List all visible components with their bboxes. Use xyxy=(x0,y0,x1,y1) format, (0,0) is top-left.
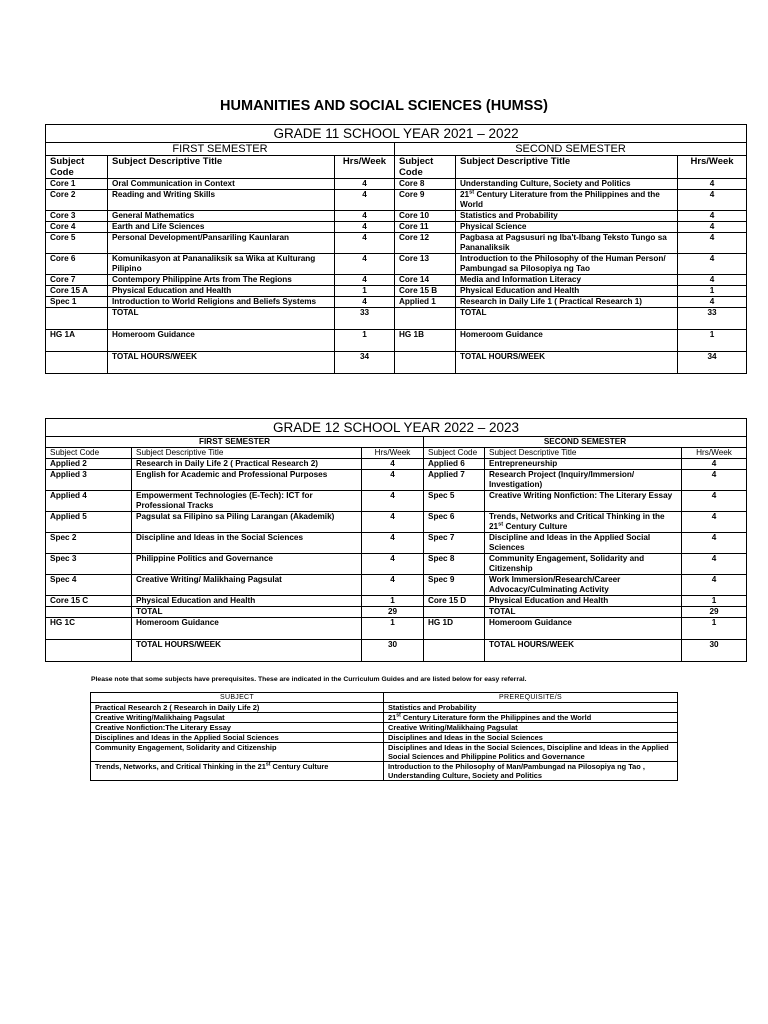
table-row xyxy=(46,211,747,222)
grade11-table xyxy=(45,124,747,374)
table-row xyxy=(46,179,747,190)
subject-code: HG 1C xyxy=(46,618,132,640)
subject-hours: 4 xyxy=(682,470,747,491)
total-hours: 33 xyxy=(678,308,747,330)
subject-code: Core 11 xyxy=(395,222,456,233)
subject-code: Core 15 B xyxy=(395,286,456,297)
total-hours-label: TOTAL HOURS/WEEK xyxy=(132,640,362,662)
table-row xyxy=(46,596,747,607)
header-subject-code: Subject Code xyxy=(46,156,108,179)
total-hours-label: TOTAL HOURS/WEEK xyxy=(485,640,682,662)
grade11-header-row xyxy=(46,156,747,179)
grade12-header-row xyxy=(46,448,747,459)
subject-hours: 4 xyxy=(678,297,747,308)
header-hrs-week: Hrs/Week xyxy=(678,156,747,179)
subject-hours: 1 xyxy=(335,286,395,297)
prereq-row xyxy=(91,733,678,743)
subject-title: Discipline and Ideas in the Applied Social Sciences xyxy=(485,533,682,554)
prereq-requirement: Disciplines and Ideas in the Social Sciences, Discipline and Ideas in the Applied Social Sciences and Philippine Politics and Governance xyxy=(384,743,678,762)
grade12-year-title: GRADE 12 SCHOOL YEAR 2022 – 2023 xyxy=(46,419,747,437)
table-row xyxy=(46,554,747,575)
grade11-second-semester: SECOND SEMESTER xyxy=(395,143,747,156)
subject-title: Research Project (Inquiry/Immersion/ Investigation) xyxy=(485,470,682,491)
subject-hours: 1 xyxy=(362,596,424,607)
subject-code: Applied 6 xyxy=(424,459,485,470)
subject-code: Spec 9 xyxy=(424,575,485,596)
subject-code: Core 4 xyxy=(46,222,108,233)
subject-code: Applied 5 xyxy=(46,512,132,533)
total-hours-week: 30 xyxy=(682,640,747,662)
subject-hours: 4 xyxy=(335,190,395,211)
subject-title: Physical Education and Health xyxy=(132,596,362,607)
subject-code: Spec 7 xyxy=(424,533,485,554)
header-hrs-week: Hrs/Week xyxy=(362,448,424,459)
prereq-row xyxy=(91,723,678,733)
subject-hours: 1 xyxy=(335,330,395,352)
subject-title: Discipline and Ideas in the Social Sciences xyxy=(132,533,362,554)
subject-hours: 1 xyxy=(678,286,747,297)
subject-hours: 4 xyxy=(678,233,747,254)
subject-code: Applied 1 xyxy=(395,297,456,308)
subject-title: Physical Education and Health xyxy=(456,286,678,297)
subject-code: Core 8 xyxy=(395,179,456,190)
subject-code: Core 7 xyxy=(46,275,108,286)
subject-hours: 4 xyxy=(335,275,395,286)
subject-title: Creative Writing/ Malikhaing Pagsulat xyxy=(132,575,362,596)
subject-hours: 4 xyxy=(362,533,424,554)
subject-title: Research in Daily Life 1 ( Practical Research 1) xyxy=(456,297,678,308)
prereq-row xyxy=(91,743,678,762)
subject-title: Homeroom Guidance xyxy=(485,618,682,640)
grade12-total-hours-row xyxy=(46,640,747,662)
subject-title: Personal Development/Pansariling Kaunlaran xyxy=(108,233,335,254)
total-hours-week: 34 xyxy=(335,352,395,374)
subject-hours: 4 xyxy=(678,190,747,211)
subject-code: Core 15 D xyxy=(424,596,485,607)
total-hours-label: TOTAL HOURS/WEEK xyxy=(456,352,678,374)
subject-code: Spec 4 xyxy=(46,575,132,596)
total-hours: 29 xyxy=(682,607,747,618)
subject-code: Core 5 xyxy=(46,233,108,254)
table-row xyxy=(46,575,747,596)
subject-title: Work Immersion/Research/Career Advocacy/Culminating Activity xyxy=(485,575,682,596)
subject-title: Physical Education and Health xyxy=(108,286,335,297)
table-row xyxy=(46,254,747,275)
total-label: TOTAL xyxy=(132,607,362,618)
subject-title: Contempory Philippine Arts from The Regions xyxy=(108,275,335,286)
subject-title: Research in Daily Life 2 ( Practical Research 2) xyxy=(132,459,362,470)
subject-hours: 4 xyxy=(335,233,395,254)
subject-title: Introduction to World Religions and Beliefs Systems xyxy=(108,297,335,308)
prereq-requirement: Disciplines and Ideas in the Social Sciences xyxy=(384,733,678,743)
subject-hours: 4 xyxy=(362,512,424,533)
table-row xyxy=(46,222,747,233)
subject-title: Entrepreneurship xyxy=(485,459,682,470)
total-hours-label: TOTAL HOURS/WEEK xyxy=(108,352,335,374)
prerequisite-table xyxy=(90,692,678,781)
subject-hours: 4 xyxy=(362,459,424,470)
subject-code: HG 1A xyxy=(46,330,108,352)
subject-hours: 4 xyxy=(335,254,395,275)
header-subject-title: Subject Descriptive Title xyxy=(108,156,335,179)
subject-code: Spec 6 xyxy=(424,512,485,533)
header-subject-title: Subject Descriptive Title xyxy=(485,448,682,459)
prereq-subject: Trends, Networks, and Critical Thinking in the 21st Century Culture xyxy=(91,762,384,781)
subject-hours: 4 xyxy=(362,491,424,512)
table-row xyxy=(46,512,747,533)
subject-title: Oral Communication in Context xyxy=(108,179,335,190)
header-subject-title: Subject Descriptive Title xyxy=(132,448,362,459)
header-subject-code: Subject Code xyxy=(395,156,456,179)
total-hours-week: 34 xyxy=(678,352,747,374)
grade12-first-semester: FIRST SEMESTER xyxy=(46,437,424,448)
table-row xyxy=(46,233,747,254)
subject-hours: 4 xyxy=(678,254,747,275)
subject-hours: 4 xyxy=(678,222,747,233)
header-subject-code: Subject Code xyxy=(46,448,132,459)
subject-hours: 4 xyxy=(362,470,424,491)
subject-code: Applied 4 xyxy=(46,491,132,512)
grade12-table xyxy=(45,418,747,662)
prereq-header-subject: SUBJECT xyxy=(91,693,384,703)
subject-code: Core 12 xyxy=(395,233,456,254)
subject-hours: 4 xyxy=(682,533,747,554)
total-label: TOTAL xyxy=(485,607,682,618)
grade12-total-row xyxy=(46,607,747,618)
subject-title: Trends, Networks and Critical Thinking in the 21st Century Culture xyxy=(485,512,682,533)
subject-hours: 4 xyxy=(682,575,747,596)
prereq-requirement: Creative Writing/Malikhaing Pagsulat xyxy=(384,723,678,733)
grade11-total-hours-row xyxy=(46,352,747,374)
table-row xyxy=(46,459,747,470)
subject-title: Pagbasa at Pagsusuri ng Iba't-Ibang Teksto Tungo sa Pananaliksik xyxy=(456,233,678,254)
header-subject-title: Subject Descriptive Title xyxy=(456,156,678,179)
prereq-subject: Creative Writing/Malikhaing Pagsulat xyxy=(91,713,384,723)
prereq-header-prerequisites: PREREQUISITE/S xyxy=(384,693,678,703)
subject-hours: 4 xyxy=(335,222,395,233)
subject-hours: 4 xyxy=(362,554,424,575)
subject-code: Core 13 xyxy=(395,254,456,275)
subject-hours: 4 xyxy=(362,575,424,596)
prereq-requirement: 21st Century Literature form the Philippines and the World xyxy=(384,713,678,723)
subject-code: Core 15 A xyxy=(46,286,108,297)
grade12-homeroom-row xyxy=(46,618,747,640)
subject-title: General Mathematics xyxy=(108,211,335,222)
subject-hours: 4 xyxy=(678,275,747,286)
subject-code: Spec 8 xyxy=(424,554,485,575)
table-row xyxy=(46,297,747,308)
total-hours: 33 xyxy=(335,308,395,330)
prereq-row xyxy=(91,762,678,781)
subject-title: Komunikasyon at Pananaliksik sa Wika at Kulturang Pilipino xyxy=(108,254,335,275)
subject-hours: 1 xyxy=(362,618,424,640)
subject-code: HG 1D xyxy=(424,618,485,640)
subject-title: Understanding Culture, Society and Politics xyxy=(456,179,678,190)
prereq-row xyxy=(91,713,678,723)
subject-code: Core 3 xyxy=(46,211,108,222)
subject-title: Creative Writing Nonfiction: The Literary Essay xyxy=(485,491,682,512)
subject-title: Community Engagement, Solidarity and Citizenship xyxy=(485,554,682,575)
subject-title: Philippine Politics and Governance xyxy=(132,554,362,575)
table-row xyxy=(46,190,747,211)
subject-hours: 4 xyxy=(335,211,395,222)
subject-code: Core 6 xyxy=(46,254,108,275)
subject-code: Core 1 xyxy=(46,179,108,190)
prereq-subject: Community Engagement, Solidarity and Citizenship xyxy=(91,743,384,762)
subject-title: Empowerment Technologies (E-Tech): ICT for Professional Tracks xyxy=(132,491,362,512)
subject-title: Media and Information Literacy xyxy=(456,275,678,286)
subject-code: Core 14 xyxy=(395,275,456,286)
subject-title: English for Academic and Professional Purposes xyxy=(132,470,362,491)
subject-title: Reading and Writing Skills xyxy=(108,190,335,211)
subject-hours: 4 xyxy=(682,459,747,470)
subject-title: Earth and Life Sciences xyxy=(108,222,335,233)
subject-title: Physical Science xyxy=(456,222,678,233)
table-row xyxy=(46,470,747,491)
subject-hours: 4 xyxy=(678,179,747,190)
header-subject-code: Subject Code xyxy=(424,448,485,459)
subject-code: HG 1B xyxy=(395,330,456,352)
subject-title: Homeroom Guidance xyxy=(456,330,678,352)
table-row xyxy=(46,491,747,512)
prereq-subject: Creative Nonfiction:The Literary Essay xyxy=(91,723,384,733)
total-hours: 29 xyxy=(362,607,424,618)
subject-code: Core 2 xyxy=(46,190,108,211)
total-label: TOTAL xyxy=(108,308,335,330)
subject-code: Spec 5 xyxy=(424,491,485,512)
prereq-row xyxy=(91,703,678,713)
grade11-total-row xyxy=(46,308,747,330)
grade11-first-semester: FIRST SEMESTER xyxy=(46,143,395,156)
prerequisite-note: Please note that some subjects have prerequisites. These are indicated in the Curriculum Guides and are listed below for easy referral. xyxy=(91,676,527,683)
grade12-second-semester: SECOND SEMESTER xyxy=(424,437,747,448)
subject-title: Pagsulat sa Filipino sa Piling Larangan (Akademik) xyxy=(132,512,362,533)
header-hrs-week: Hrs/Week xyxy=(335,156,395,179)
table-row xyxy=(46,286,747,297)
table-row xyxy=(46,275,747,286)
subject-hours: 1 xyxy=(682,618,747,640)
prereq-subject: Disciplines and Ideas in the Applied Social Sciences xyxy=(91,733,384,743)
subject-title: Statistics and Probability xyxy=(456,211,678,222)
prereq-requirement: Statistics and Probability xyxy=(384,703,678,713)
prereq-requirement: Introduction to the Philosophy of Man/Pambungad na Pilosopiya ng Tao , Understanding Culture, Society and Politics xyxy=(384,762,678,781)
subject-title: Introduction to the Philosophy of the Human Person/ Pambungad sa Pilosopiya ng Tao xyxy=(456,254,678,275)
subject-code: Core 9 xyxy=(395,190,456,211)
grade11-year-title: GRADE 11 SCHOOL YEAR 2021 – 2022 xyxy=(46,125,747,143)
subject-title: Homeroom Guidance xyxy=(132,618,362,640)
subject-code: Applied 7 xyxy=(424,470,485,491)
prereq-subject: Practical Research 2 ( Research in Daily Life 2) xyxy=(91,703,384,713)
subject-hours: 4 xyxy=(682,491,747,512)
subject-hours: 1 xyxy=(678,330,747,352)
subject-code: Spec 1 xyxy=(46,297,108,308)
header-hrs-week: Hrs/Week xyxy=(682,448,747,459)
subject-code: Core 15 C xyxy=(46,596,132,607)
subject-code: Applied 3 xyxy=(46,470,132,491)
subject-code: Spec 3 xyxy=(46,554,132,575)
total-label: TOTAL xyxy=(456,308,678,330)
table-row xyxy=(46,533,747,554)
page-title: HUMANITIES AND SOCIAL SCIENCES (HUMSS) xyxy=(220,98,548,114)
total-hours-week: 30 xyxy=(362,640,424,662)
subject-hours: 4 xyxy=(335,179,395,190)
subject-title: 21st Century Literature from the Philippines and the World xyxy=(456,190,678,211)
subject-hours: 4 xyxy=(682,554,747,575)
subject-hours: 4 xyxy=(678,211,747,222)
subject-code: Applied 2 xyxy=(46,459,132,470)
subject-hours: 4 xyxy=(335,297,395,308)
subject-code: Core 10 xyxy=(395,211,456,222)
subject-hours: 1 xyxy=(682,596,747,607)
subject-title: Homeroom Guidance xyxy=(108,330,335,352)
grade11-homeroom-row xyxy=(46,330,747,352)
subject-code: Spec 2 xyxy=(46,533,132,554)
subject-hours: 4 xyxy=(682,512,747,533)
subject-title: Physical Education and Health xyxy=(485,596,682,607)
